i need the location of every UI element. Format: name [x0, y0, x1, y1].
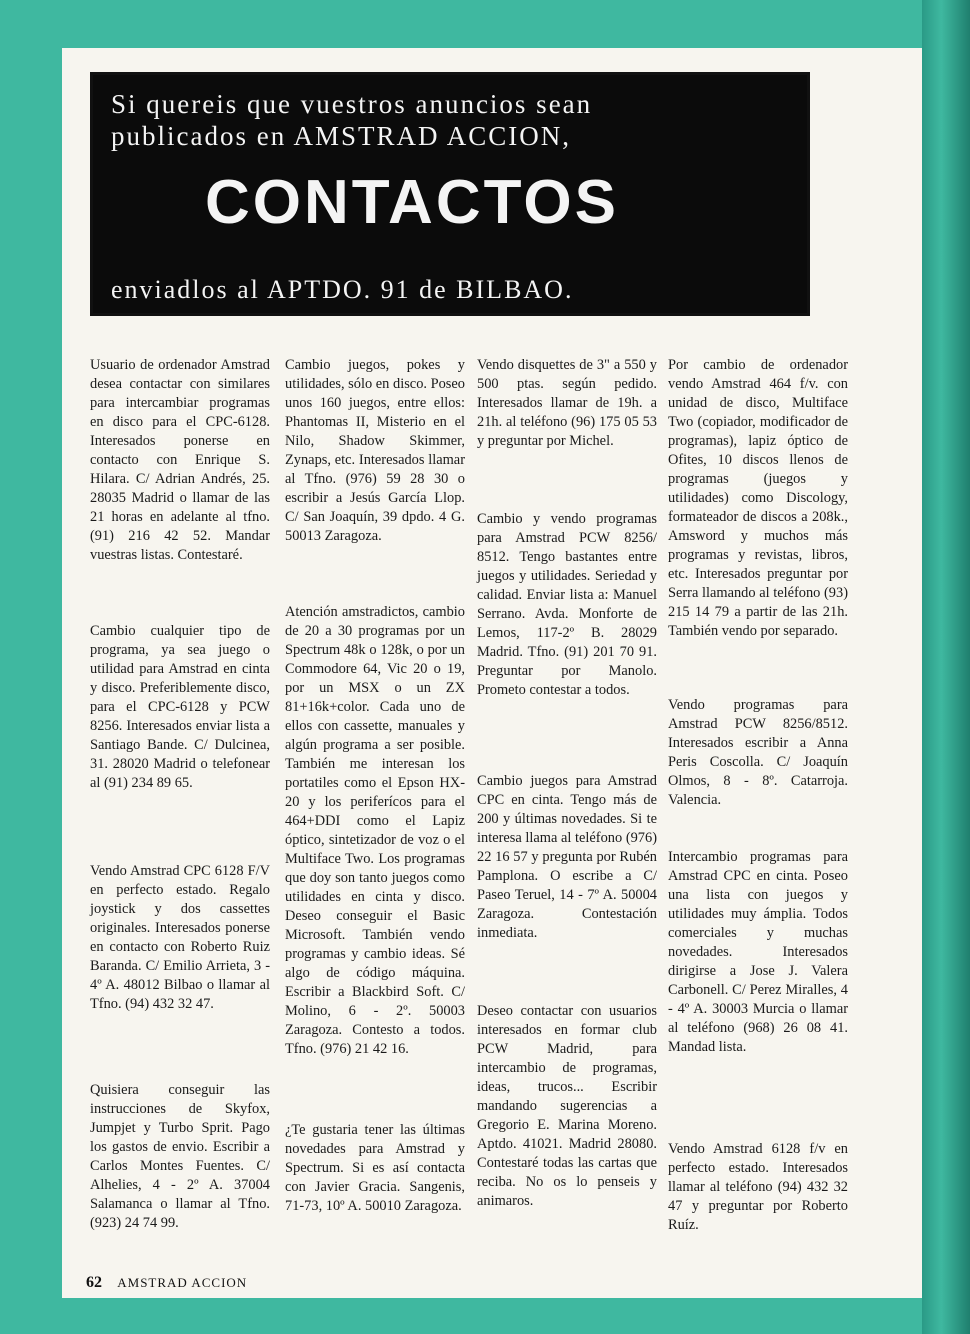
classified-ad: Atención amstradictos, cambio de 20 a 30 programas por un Spectrum 48k o 128k, o por un Commodore 64, Vic 20 o 19, por un MSX o un ZX 81+16k+color. Cada uno de ellos con cassette, manuales y algún programa a ser posible. También me interesan los portatiles como el Epson HX-20 y los periferícos para el 464+DDI como el Lapiz óptico, sintetizador de voz o el Multiface Two. Los programas que doy son tanto juegos como utilidades en cinta y disco. Deseo conseguir el Basic Microsoft. También vendo programas y cambio ideas. Sé algo de código máquina. Escribir a Blackbird Soft. C/ Molino, 6 - 2º. 50003 Zaragoza. Contesto a todos. Tfno. (976) 21 42 16. — [285, 604, 465, 1057]
classified-ad: Quisiera conseguir las instrucciones de Skyfox, Jumpjet y Turbo Sprit. Pago los gastos de envio. Escribir a Carlos Montes Fuentes. C/ Alhelies, 4 - 2º A. 37004 Salamanca o llamar al Tfno. (923) 24 74 99. — [90, 1082, 270, 1231]
classified-ad: ¿Te gustaria tener las últimas novedades para Amstrad y Spectrum. Si es así contacta con Javier Gracia. Sangenis, 71-73, 10º A. 50010 Zaragoza. — [285, 1122, 465, 1214]
classified-ad: Cambio y vendo programas para Amstrad PCW 8256/ 8512. Tengo bastantes entre juegos y utilidades. Seriedad y calidad. Enviar lista a: Manuel Serrano. Avda. Monforte de Lemos, 117-2º B. 28029 Madrid. Tfno. (91) 201 70 91. Preguntar por Manolo. Prometo contestar a todos. — [477, 511, 657, 698]
magazine-name: AMSTRAD ACCION — [117, 1275, 248, 1290]
classified-ad: Deseo contactar con usuarios interesados en formar club PCW Madrid, para intercambio de programas, ideas, trucos... Escribir mandando sugerencias a Gregorio E. Marina Moreno. Aptdo. 41021. Madrid 28080. Contestaré todas las cartas que reciba. No os lo penseis y animaros. — [477, 1003, 657, 1209]
contactos-banner — [90, 72, 810, 316]
classified-columns — [90, 350, 850, 1250]
magazine-spine — [922, 0, 970, 1334]
banner-line-2: publicados en AMSTRAD ACCION, — [111, 121, 572, 151]
classified-ad: Intercambio programas para Amstrad CPC en cinta. Poseo una lista con juegos y utilidades muy ámplia. Todos comerciales y muchas novedades. Interesados dirigirse a Jose J. Valera Carbonell. C/ Perez Miralles, 4 - 4º A. 30003 Murcia o llamar al teléfono (968) 26 08 41. Mandad lista. — [668, 849, 848, 1055]
classified-ad: Cambio juegos, pokes y utilidades, sólo en disco. Poseo unos 160 juegos, entre ellos: Phantomas II, Misterio en el Nilo, Shadow Skimmer, Zynaps, etc. Interesados llamar al Tfno. (976) 59 28 30 o escribir a Jesús García Llop. C/ San Joaquín, 39 dpdo. 4 G. 50013 Zaragoza. — [285, 357, 465, 544]
classified-ad: Por cambio de ordenador vendo Amstrad 464 f/v. con unidad de disco, Multiface Two (copiador, modificador de programas), lapiz óptico de Ofites, 10 discos llenos de programas (juegos y utilidades) como Discology, formateador de discos a 208k., Amsword y muchos más programas y revistas, libros, etc. Interesados preguntar por Serra llamando al teléfono (93) 215 14 79 a partir de las 21h. También vendo por separado. — [668, 357, 848, 639]
classified-ad: Cambio cualquier tipo de programa, ya sea juego o utilidad para Amstrad en cinta y disco. Preferiblemente disco, para el CPC-6128 y PCW 8256. Interesados enviar lista a Santiago Bande. C/ Dulcinea, 31. 28020 Madrid o telefonear al (91) 234 89 65. — [90, 623, 270, 791]
classified-ad: Usuario de ordenador Amstrad desea contactar con similares para intercambiar programas en disco para el CPC-6128. Interesados ponerse en contacto con Enrique S. Hilara. C/ Adrian Andrés, 25. 28035 Madrid o llamar de las 21 horas en adelante al tfno. (91) 216 42 52. Mandar vuestras listas. Contestaré. — [90, 357, 270, 563]
banner-line-1: Si quereis que vuestros anuncios sean — [111, 89, 593, 119]
classified-ad: Vendo disquettes de 3" a 550 y 500 ptas. según pedido. Interesados llamar de 19h. a 21h. al teléfono (96) 175 05 53 y preguntar por Michel. — [477, 357, 657, 449]
classified-ad: Vendo programas para Amstrad PCW 8256/8512. Interesados escribir a Anna Peris Coscolla. C/ Joaquín Olmos, 8 - 8º. Catarroja. Valencia. — [668, 697, 848, 808]
page-footer — [86, 1274, 247, 1292]
section-title: CONTACTOS — [205, 168, 619, 237]
classified-ad: Cambio juegos para Amstrad CPC en cinta. Tengo más de 200 y últimas novedades. Si te interesa llama al teléfono (976) 22 16 57 y pregunta por Rubén Pamplona. O escribe a C/ Paseo Teruel, 14 - 7º A. 50004 Zaragoza. Contestación inmediata. — [477, 773, 657, 941]
classified-ad: Vendo Amstrad 6128 f/v en perfecto estado. Interesados llamar al teléfono (94) 432 32 47 y preguntar por Roberto Ruíz. — [668, 1141, 848, 1233]
page-number: 62 — [86, 1274, 102, 1291]
classified-ad: Vendo Amstrad CPC 6128 F/V en perfecto estado. Regalo joystick y dos cassettes originales. Interesados ponerse en contacto con Roberto Ruiz Baranda. C/ Emilio Arrieta, 3 - 4º A. 48012 Bilbao o llamar al Tfno. (94) 432 32 47. — [90, 863, 270, 1012]
banner-line-3: enviadlos al APTDO. 91 de BILBAO. — [111, 275, 574, 304]
